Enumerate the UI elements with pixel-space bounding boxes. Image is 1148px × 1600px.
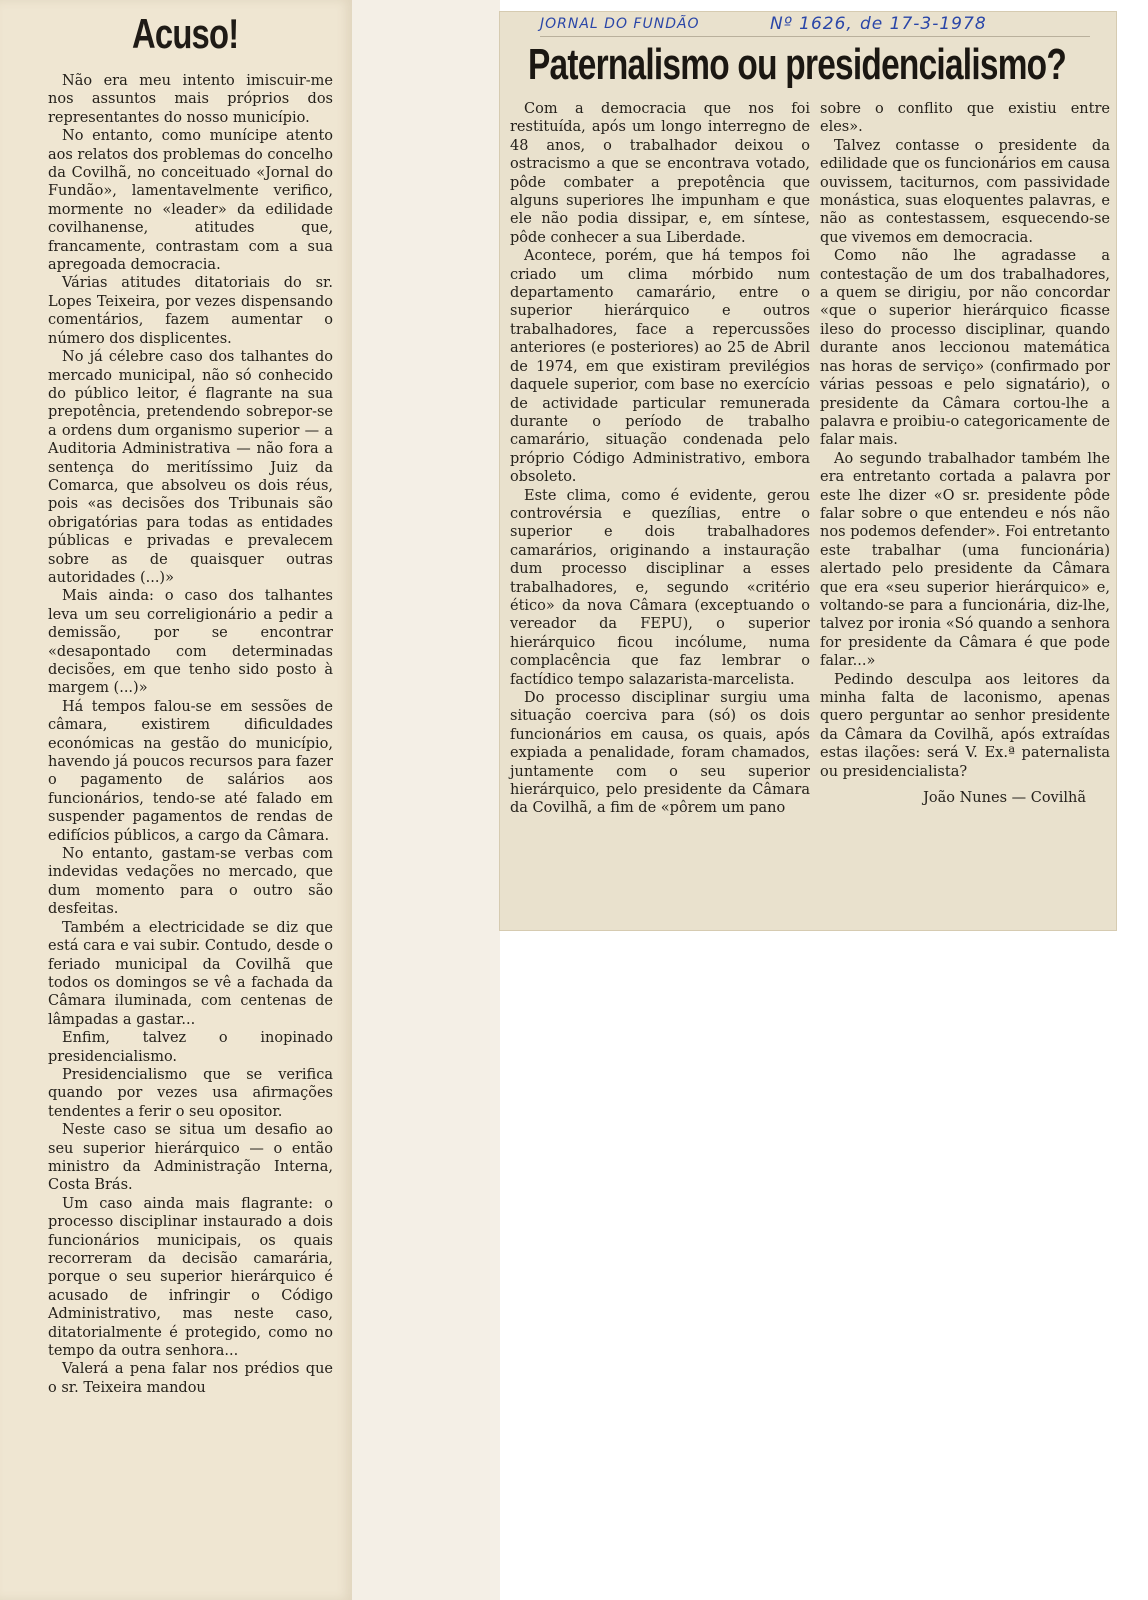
- handwritten-source: JORNAL DO FUNDÃO: [540, 16, 700, 32]
- paragraph: Valerá a pena falar nos prédios que o sr. Teixeira mandou: [48, 1361, 333, 1396]
- left-article-body: [48, 72, 333, 1397]
- paragraph: Este clima, como é evidente, gerou controvérsia e quezílias, entre o superior e dois trabalhadores camarários, originando a instauração dum processo disciplinar a esses trabalhadores, e, segundo «critério ético» da nova Câmara (exceptuando o vereador da FEPU), o superior hierárquico ficou incólume, numa complacência que faz lembrar o factídico tempo salazarista-marcelista.: [510, 487, 810, 688]
- paragraph: Presidencialismo que se verifica quando por vezes usa afirmações tendentes a ferir o seu opositor.: [48, 1066, 333, 1120]
- paragraph: Não era meu intento imiscuir-me nos assuntos mais próprios dos representantes do nosso município.: [48, 73, 333, 126]
- handwritten-number: Nº 1626,: [770, 14, 853, 34]
- divider: [540, 36, 1090, 37]
- paragraph: sobre o conflito que existiu entre eles».: [820, 101, 1110, 136]
- paragraph: No já célebre caso dos talhantes do mercado municipal, não só conhecido do público leitor, é flagrante na sua prepotência, pretendendo sobrepor-se a ordens dum organismo superior — a Auditoria Administrativa — não fora a sentença do meritíssimo Juiz da Comarca, que absolveu os dois réus, pois «as decisões dos Tribunais são obrigatórias para todas as entidades públicas e privadas e prevalecem sobre as de quaisquer outras autoridades (...)»: [48, 349, 333, 586]
- right-clipping: [500, 12, 1116, 930]
- paragraph: Pedindo desculpa aos leitores da minha falta de laconismo, apenas quero perguntar ao senhor presidente da Câmara da Covilhã, após extraídas estas ilações: será V. Ex.ª paternalista ou presidencialista?: [820, 671, 1110, 780]
- paragraph: No entanto, como munícipe atento aos relatos dos problemas do concelho da Covilhã, no conceituado «Jornal do Fundão», lamentavelmente verifico, mormente no «leader» da edilidade covilhanense, atitudes que, francamente, contrastam com a sua apregoada democracia.: [48, 128, 333, 274]
- paragraph: Várias atitudes ditatoriais do sr. Lopes Teixeira, por vezes dispensando comentários, fazem aumentar o número dos displicentes.: [48, 275, 333, 347]
- paragraph: Do processo disciplinar surgiu uma situação coerciva para (só) os dois funcionários em causa, os quais, após expiada a penalidade, foram chamados, juntamente com o seu superior hierárquico, pelo presidente da Câmara da Covilhã, a fim de «pôrem um pano: [510, 690, 810, 817]
- paragraph: Acontece, porém, que há tempos foi criado um clima mórbido num departamento camarário, entre o superior hierárquico e outros trabalhadores, face a repercussões anteriores (e posteriores) ao 25 de Abril de 1974, em que existiram previlégios daquele superior, com base no exercício de actividade particular remunerada durante o período de trabalho camarário, situação condenada pelo próprio Código Administrativo, embora obsoleto.: [510, 248, 810, 486]
- paragraph: Mais ainda: o caso dos talhantes leva um seu correligionário a pedir a demissão, por se encontrar «desapontado com determinadas decisões, em que tenho sido posto à margem (...)»: [48, 588, 333, 697]
- paragraph: Com a democracia que nos foi restituída, após um longo interregno de 48 anos, o trabalhador deixou o ostracismo a que se encontrava votado, pôde combater a prepotência que alguns superiores lhe impunham e que ele não podia dissipar, e, em síntese, pôde conhecer a sua Liberdade.: [510, 101, 810, 246]
- handwritten-annotation: [530, 14, 1090, 38]
- paragraph: Neste caso se situa um desafio ao seu superior hierárquico — o então ministro da Administração Interna, Costa Brás.: [48, 1122, 333, 1194]
- paragraph: Talvez contasse o presidente da edilidade que os funcionários em causa ouvissem, taciturnos, com passividade monástica, suas eloquentes palavras, e não as contestassem, esquecendo-se que vivemos em democracia.: [820, 137, 1110, 246]
- right-article-title: Paternalismo ou presidencialismo?: [528, 40, 1066, 89]
- article-column-2: [820, 100, 1110, 807]
- paragraph: Há tempos falou-se em sessões de câmara, existirem dificuldades económicas na gestão do município, havendo já poucos recursos para fazer o pagamento de salários aos funcionários, tendo-se até falado em suspender pagamentos de rendas de edifícios públicos, a cargo da Câmara.: [48, 698, 333, 844]
- background-page-strip: [352, 0, 500, 1600]
- paragraph: Um caso ainda mais flagrante: o processo disciplinar instaurado a dois funcionários municipais, os quais recorreram da decisão camarária, porque o seu superior hierárquico é acusado de infringir o Código Administrativo, mas neste caso, ditatorialmente é protegido, como no tempo da outra senhora...: [48, 1195, 333, 1360]
- paragraph: Enfim, talvez o inopinado presidencialismo.: [48, 1030, 333, 1065]
- paragraph: Ao segundo trabalhador também lhe era entretanto cortada a palavra por este lhe dizer «O sr. presidente pôde falar sobre o que entendeu e nós não nos podemos defender». Foi entretanto este trabalhar (uma funcionária) alertado pelo presidente da Câmara que era «seu superior hierárquico» e, voltando-se para a funcionária, diz-lhe, talvez por ironia «Só quando a senhora for presidente da Câmara é que pode falar...»: [820, 450, 1110, 670]
- paragraph: Como não lhe agradasse a contestação de um dos trabalhadores, a quem se dirigiu, por não concordar «que o superior hierárquico ficasse ileso do processo disciplinar, quando durante anos leccionou matemática nas horas de serviço» (confirmado por várias pessoas e pelo signatário), o presidente da Câmara cortou-lhe a palavra e proibiu-o categoricamente de falar mais.: [820, 248, 1110, 449]
- article-column-1: [510, 100, 810, 818]
- left-clipping: [0, 0, 353, 1600]
- handwritten-date: de 17-3-1978: [860, 14, 987, 34]
- paragraph: Também a electricidade se diz que está cara e vai subir. Contudo, desde o feriado municipal da Covilhã que todos os domingos se vê a fachada da Câmara iluminada, com centenas de lâmpadas a gastar...: [48, 919, 333, 1028]
- left-article-title: Acuso!: [132, 10, 239, 57]
- paragraph: No entanto, gastam-se verbas com indevidas vedações no mercado, que dum momento para o outro são desfeitas.: [48, 846, 333, 918]
- author-signature: João Nunes — Covilhã: [923, 790, 1086, 807]
